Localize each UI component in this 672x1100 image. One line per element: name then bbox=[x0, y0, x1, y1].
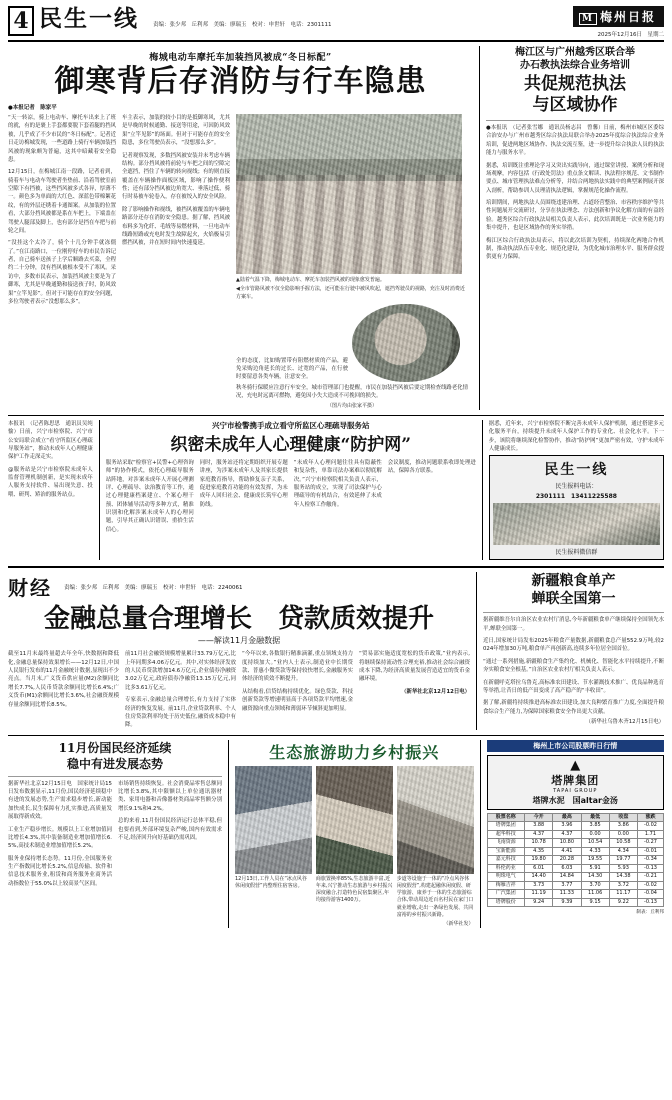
mid-para-2: 同时，服务站还将定期组织开展专题讲座，为涉案未成年人及其家长提供家庭教育指导，帮助修复亲子关系，促进家庭教育功能的有效发挥，为未成年人回归社会、健康成长筑牢心理防线。 bbox=[199, 459, 288, 508]
sponsor-logo-icon: ▲ bbox=[570, 757, 581, 773]
paper-logo bbox=[573, 6, 664, 27]
cell-close: 9.22 bbox=[609, 898, 637, 907]
finance-subhead: ——解读11月金融数据 bbox=[197, 636, 281, 646]
stock-panel bbox=[480, 740, 664, 929]
cell-close: 3.86 bbox=[609, 822, 637, 831]
cell-low: 10.54 bbox=[581, 839, 609, 848]
lead-para-5: 记者观察发现，多数挡风被安装并未考虑车辆结构。部分挡风被将前轮与车把之间的空隙完全遮挡，挡住了车辆的转向视线；有的则直接覆盖在车辆操作面板区域，影响了操作便利性；还有部分挡风被边角宽大、垂落过低，骑行时易被车轮卷入，存在被绞入的安全风险。 bbox=[122, 152, 230, 201]
right-headline-2: 与区域协作 bbox=[532, 95, 618, 115]
finance-right-story bbox=[476, 572, 664, 729]
cell-high: 4.41 bbox=[553, 847, 581, 856]
stock-col-close: 收盘 bbox=[609, 813, 637, 822]
stock-col-low: 最低 bbox=[581, 813, 609, 822]
mid-section bbox=[8, 415, 664, 561]
finance-source: （新华社北京12月12日电） bbox=[401, 688, 470, 695]
table-row bbox=[487, 839, 663, 848]
cell-low: 9.15 bbox=[581, 898, 609, 907]
masthead-right bbox=[573, 6, 664, 38]
mid-para-3: “未成年人心理问题往往具有隐蔽性和复杂性，单靠司法办案难以彻底解决。”兴宁市检察院相关负责人表示，服务站的成立，实现了司法保护与心理疏导的有机结合，有效延伸了未成年人检察工作触角。 bbox=[293, 459, 382, 508]
tourism-story bbox=[228, 740, 474, 929]
stock-col-change: 涨跌 bbox=[637, 813, 663, 822]
mid-headline: 织密未成年人心理健康“防护网” bbox=[170, 434, 412, 455]
finance-label-row bbox=[8, 572, 470, 601]
promo-subtitle: 民生报料电话： bbox=[555, 483, 598, 491]
table-row bbox=[487, 898, 663, 907]
finance-col-4 bbox=[359, 650, 470, 729]
right-kicker-1: 梅江区与广州越秀区联合举 bbox=[514, 47, 635, 58]
cell-change: -0.02 bbox=[637, 881, 663, 890]
cell-change: -0.04 bbox=[637, 890, 663, 899]
sponsor-brand-box[interactable] bbox=[487, 755, 664, 810]
cell-low: 3.70 bbox=[581, 881, 609, 890]
stock-table-note: 制表：丘利邦 bbox=[636, 910, 664, 916]
mid-para-1: 服务站采取“检察官+民警+心理咨询师”的协作模式，依托心理疏导服务站阵地，对涉案未成年人开展心理测评、心理疏导、法治教育等工作，通过心理健康档案建立、个案心理干预、团体辅导活动等多种方式，精准识别和化解涉案未成年人的心理问题，引导其正确认识错误、重拾生活信心。 bbox=[105, 459, 194, 533]
cell-change: -0.34 bbox=[637, 856, 663, 865]
stock-table-header-row bbox=[487, 813, 663, 822]
mid-left-brief bbox=[8, 420, 93, 561]
cell-open: 19.80 bbox=[525, 856, 553, 865]
date-line: 2025年12月16日 星期二 bbox=[597, 32, 664, 38]
xinjiang-para-4: 在新疆呼克塔拉乌鲁克,高标准农田建设、节水灌溉技术推广、优良品种选育等举措,让昔日的低产田变成了高产稳产的“丰收田”。 bbox=[483, 679, 664, 694]
economy-para-3: 服务业保持增长态势。11月份,全国服务业生产指数同比增长5.2%,信息传输、软件和信息技术服务业,租赁和商务服务业商务活动指数位于55.0%以上较高景气区间。 bbox=[8, 855, 112, 887]
sponsor-brand-tagline: 塔牌水泥 国altar金汤 bbox=[532, 795, 618, 805]
finance-col-2 bbox=[125, 650, 236, 729]
sponsor-brand-en: TAPAI GROUP bbox=[553, 787, 598, 794]
lead-columns bbox=[8, 114, 473, 410]
stock-col-name: 股票名称 bbox=[487, 813, 525, 822]
cell-change: -0.13 bbox=[637, 898, 663, 907]
xinjiang-para-2: 近日,国家统计局发布2025年粮食产量数据,新疆粮食总产量552.9万吨,较2024年增加30万吨,粮食单产再创新高,连续多年位居全国首位。 bbox=[483, 638, 664, 653]
lead-para-1: “天一转凉，骑上电动车、摩托车出来上了班的就，有的是裹上手套都要脱下套着腿的挡风被，几乎成了不少市民的“冬日标配”。记者近日走访梅城发现，一些道路上骑行车辆加装挡风被的现象颇为普遍，这其中暗藏着安全隐患。 bbox=[8, 115, 117, 163]
economy-headline-2: 稳中有进发展态势 bbox=[66, 756, 163, 771]
finance-para-2: 前11月社会融资规模增量累计33.79万亿元,比上年同期多4.06万亿元。其中,对实体经济发放的人民币贷款增加14.6万亿元,企业债券净融资3.02万亿元,政府债券净融资13.15万亿元,同比多3.61万亿元。 bbox=[125, 651, 236, 691]
section-title: 民生一线 bbox=[39, 5, 139, 32]
table-row bbox=[487, 873, 663, 882]
cell-open: 11.19 bbox=[525, 890, 553, 899]
lead-author: ●本报记者 陈家平 bbox=[8, 105, 57, 111]
cell-high: 4.37 bbox=[553, 830, 581, 839]
xinjiang-headline-2: 蝉联全国第一 bbox=[531, 591, 616, 608]
xinjiang-para-5: 据了解,新疆将持续推进高标准农田建设,加大良种繁育推广力度,全面提升粮食综合生产能力,为保障国家粮食安全作出更大贡献。 bbox=[483, 700, 664, 715]
table-row bbox=[487, 822, 663, 831]
right-para-3: 培训期间，两地执法人员围绕违建治理、占道经营整治、市容秩序维护等共性问题展开交流研讨，分享在执法理念、方法创新和争议化解方面的有益经验。越秀区综合行政执法局相关负责人表示，此次培训既是一次业务能力的集中提升，也是区域协作的务实举措。 bbox=[485, 200, 664, 232]
finance-section bbox=[8, 566, 664, 729]
cell-open: 4.35 bbox=[525, 847, 553, 856]
tourism-source: （新华社发） bbox=[443, 921, 474, 928]
mid-center-story bbox=[99, 420, 483, 561]
tourism-photos bbox=[235, 766, 474, 874]
finance-main bbox=[8, 572, 470, 729]
economy-headline-1: 11月份国民经济延续 bbox=[58, 740, 172, 755]
cell-high: 11.33 bbox=[553, 890, 581, 899]
cell-close: 19.77 bbox=[609, 856, 637, 865]
cell-high: 3.96 bbox=[553, 822, 581, 831]
cell-open: 3.73 bbox=[525, 881, 553, 890]
cell-close: 4.34 bbox=[609, 847, 637, 856]
cell-close: 3.72 bbox=[609, 881, 637, 890]
economy-para-5: 总的来看,11月份国民经济运行总体平稳,但也要看到,外部环境复杂严峻,国内有效需求不足,经济回升向好基础仍需巩固。 bbox=[118, 818, 222, 841]
cell-change: -0.21 bbox=[637, 873, 663, 882]
right-para-1: ●本报讯 （记者张雪娜 通讯员杨志昌 曾馨）日前，梅州市城区区委综合治安办与广州市越秀区综合执法局联合举办2025年度综合执法综合业务培训，促进两地区域协作、执法交流互鉴，进一步提升综合执法人员的执法能力与服务水平。 bbox=[485, 125, 664, 157]
lead-col-2 bbox=[122, 114, 230, 410]
hotline-promo-box[interactable] bbox=[489, 455, 664, 560]
lead-para-7: 全的态度，比如购置带有阻燃材质的产品，避免采购边角延长的过长、过宽的产品，在行驶时要留意各类车辆，注意安全。 bbox=[236, 357, 348, 381]
stock-col-high: 最高 bbox=[553, 813, 581, 822]
finance-section-title: 财经 bbox=[8, 576, 52, 601]
table-row bbox=[487, 890, 663, 899]
cell-open: 6.01 bbox=[525, 864, 553, 873]
cell-low: 0.00 bbox=[581, 830, 609, 839]
bottom-section bbox=[8, 735, 664, 929]
table-row bbox=[487, 830, 663, 839]
cell-name: 嘉元科技 bbox=[487, 856, 525, 865]
cell-low: 3.85 bbox=[581, 822, 609, 831]
tourism-caption-2: 商旅置换率85%,生态旅游丰富,近年来,兴宁推动生态旅游与乡村振兴深度融合,打造特色民宿集聚区,年均接待游客1400万。 bbox=[315, 875, 393, 904]
economy-para-1: 据新华社北京12月15日电 国家统计局15日发布数据显示,11月份,国民经济延续稳中有进的发展态势,生产需求稳步增长,新动能加快成长,民生保障有力扎实推进,高质量发展取得新成效。 bbox=[8, 780, 112, 821]
tourism-caption-3: 步道等设施于一体的“冷点风谷休闲度假营”,构建起融休闲度假、研学旅游、康养于一体的生态旅游综合体,带动周边近百名村民在家门口就业增收,走出一条绿色发展、共同富裕的乡村振兴新路。 bbox=[396, 875, 474, 918]
mid-para-5: 据悉，近年来，兴宁市检察院不断完善未成年人保护机制，通过搭建多元化服务平台，持续提升未成年人保护工作的专业化、社会化水平。下一步，该院将继续深化检警协作，推动“防护网”更加严密有效，守护未成年人健康成长。 bbox=[488, 420, 664, 452]
cell-name: 梅雁吉祥 bbox=[487, 881, 525, 890]
table-row bbox=[487, 856, 663, 865]
cell-low: 5.91 bbox=[581, 864, 609, 873]
cell-name: 宝新能源 bbox=[487, 847, 525, 856]
finance-para-5: 从结构看,信贷结构持续优化。绿色贷款、科技创新贷款等增速明显高于各项贷款平均增速,金融资源向重点领域和薄弱环节倾斜更加明显。 bbox=[242, 688, 353, 712]
finance-col-1 bbox=[8, 650, 119, 729]
right-column-story bbox=[479, 46, 664, 410]
lead-para-8: 秋冬骑行保暖应注意行车安全，城市管理部门也提醒，市民在加装挡风被后要定期检查线路老化情况，充电时远离可燃物，避免因小失大造成不可挽回的损失。 bbox=[236, 384, 468, 400]
finance-byline: 责编：张少邦 丘利邦 美编：廖瑞玉 校对：申世轩 电话：2240061 bbox=[64, 584, 243, 591]
finance-para-3: 专家表示,金融总量合理增长,有力支持了实体经济的恢复发展。前11月,企业贷款利率、个人住房贷款利率均处于历史低位,融资成本稳中有降。 bbox=[125, 697, 236, 729]
promo-footer: 民生报料微信群 bbox=[555, 549, 598, 557]
right-para-4: 梅江区综合行政执法局表示，将以此次培训为契机，持续深化两地合作机制，推动执法队伍专业化、规范化建设，为优化城市治理水平、服务群众提供更有力保障。 bbox=[485, 237, 664, 261]
finance-para-4: “今年以来,各数银行精准滴灌,重点领域支持力度持续加大。”业内人士表示,制造业中长期贷款、普惠小微贷款等保持较快增长,金融服务实体经济的质效不断提升。 bbox=[242, 651, 353, 683]
lead-photo-round bbox=[352, 304, 460, 382]
cell-name: 广汽集团 bbox=[487, 890, 525, 899]
promo-telephone: 2301111 13411225588 bbox=[535, 493, 617, 501]
finance-headline: 金融总量合理增长 贷款质效提升 bbox=[43, 604, 434, 635]
right-kicker-2: 办石教执法综合业务培训 bbox=[519, 60, 630, 71]
table-row bbox=[487, 847, 663, 856]
stock-table bbox=[487, 813, 664, 908]
cell-low: 11.06 bbox=[581, 890, 609, 899]
cell-close: 0.00 bbox=[609, 830, 637, 839]
sponsor-brand-name: 塔牌集团 bbox=[551, 773, 600, 787]
tourism-photo-3 bbox=[397, 766, 474, 874]
cell-change: -0.27 bbox=[637, 839, 663, 848]
cell-change: -0.01 bbox=[637, 847, 663, 856]
cell-name: 塔牌股份 bbox=[487, 898, 525, 907]
cell-close: 14.38 bbox=[609, 873, 637, 882]
cell-name: 超华科技 bbox=[487, 830, 525, 839]
cell-high: 3.77 bbox=[553, 881, 581, 890]
cell-low: 14.30 bbox=[581, 873, 609, 882]
lead-col-photos bbox=[236, 114, 468, 410]
cell-low: 4.33 bbox=[581, 847, 609, 856]
table-row bbox=[487, 881, 663, 890]
stock-col-open: 今开 bbox=[525, 813, 553, 822]
top-area bbox=[8, 46, 664, 410]
cell-high: 9.39 bbox=[553, 898, 581, 907]
masthead bbox=[8, 6, 664, 42]
cell-close: 10.58 bbox=[609, 839, 637, 848]
cell-high: 10.80 bbox=[553, 839, 581, 848]
cell-name: 科伦药业 bbox=[487, 864, 525, 873]
cell-open: 3.88 bbox=[525, 822, 553, 831]
xinjiang-source: （新华社乌鲁木齐12月15日电） bbox=[585, 719, 664, 725]
lead-photo-main bbox=[236, 114, 462, 274]
stock-panel-title: 梅州上市公司股票昨日行情 bbox=[487, 740, 664, 752]
mid-kicker: 兴宁市检警携手成立看守所监区心理疏导服务站 bbox=[212, 420, 370, 430]
cell-open: 10.78 bbox=[525, 839, 553, 848]
xinjiang-para-3: “通过一系列措施,新疆粮食生产集约化、机械化、智能化水平持续提升,不断夯实粮食安全根基。”自治区农业农村厅相关负责人表示。 bbox=[483, 658, 664, 674]
page-number: 4 bbox=[8, 6, 34, 36]
mid-right-promo bbox=[483, 420, 664, 561]
cell-name: 飞南资源 bbox=[487, 839, 525, 848]
tourism-photo-2 bbox=[316, 766, 393, 874]
paper-mark-icon: M bbox=[579, 13, 597, 25]
lead-photo-credit: （图片均由张家平摄） bbox=[326, 402, 377, 409]
paper-name: 梅州日报 bbox=[599, 10, 656, 24]
cell-close: 11.17 bbox=[609, 890, 637, 899]
finance-col-3 bbox=[242, 650, 353, 729]
section-byline: 责编：张少邦 丘利邦 美编：廖瑞玉 校对：申世轩 电话：2301111 bbox=[153, 22, 332, 28]
cell-open: 9.24 bbox=[525, 898, 553, 907]
lead-photo-caption-2: ◀全市管路风被不仅全隐影响手握方法，还可能在行驶中被风吹起，遮挡驾驶员的视路，充注及时消费近方案车。 bbox=[236, 286, 465, 300]
cell-change: -0.13 bbox=[637, 864, 663, 873]
cell-open: 4.37 bbox=[525, 830, 553, 839]
lead-photo-caption-1: ▲陆着气温下降，梅城电动车、摩托车加装挡风被的现象愈发普遍。 bbox=[236, 277, 385, 283]
cell-high: 20.28 bbox=[553, 856, 581, 865]
promo-photo bbox=[493, 503, 660, 545]
finance-para-6: “贸易部实施适度宽松的货币政策,”业内表示,将继续保持流动性合理充裕,推动社会综合融资成本下降,为经济高质量发展营造适宜的货币金融环境。 bbox=[359, 651, 470, 683]
cell-close: 5.93 bbox=[609, 864, 637, 873]
lead-kicker: 梅城电动车摩托车加装挡风被成“冬日标配” bbox=[149, 53, 332, 63]
lead-para-4: 车主表示，加装的较小目的是抵御寒风，尤其是早晚的时候通勤、接送等用途，可因防风效果“立竿见影”的场面。但对于可能存在的安全隐患，多位驾驶员表示，“没想那么多”。 bbox=[122, 115, 231, 147]
tourism-caption-1: 12月13日,工作人员在“冰点风谷休闲度假营”内整理住宿客房。 bbox=[235, 875, 307, 889]
cell-high: 14.84 bbox=[553, 873, 581, 882]
lead-col-1 bbox=[8, 114, 116, 410]
economy-para-4: 市场销售持续恢复。社会消费品零售总额同比增长3.8%,其中限额以上单位通讯器材类、家用电器和音像器材类商品零售额分别增长9.1%和4.2%。 bbox=[118, 780, 222, 812]
cell-low: 19.55 bbox=[581, 856, 609, 865]
finance-columns bbox=[8, 650, 470, 729]
mid-brief-1: 本报讯 （记者陈思思 通讯员吴纯愉）日前，兴宁市检察院、兴宁市公安局联合成立“看守所监区心理疏导服务站”，推动未成年人心理健康保护工作走深走实。 bbox=[8, 420, 93, 461]
tourism-headline: 生态旅游助力乡村振兴 bbox=[269, 742, 440, 762]
cell-name: 明珠电气 bbox=[487, 873, 525, 882]
cell-change: -0.02 bbox=[637, 822, 663, 831]
lead-para-2: 12月15日，在梅城江南一段路，记者看到，骑着车与电动车驾驶者坐垫前、沿着驾驶室前空隙下有挡被，这些挡风被多式各异，厚薄不一。颜色多为单面的大红色、深蓝色带棉絮花纹，有的外层还绣着卡通图案。从加装的位置看，大部分挡风被都是系在车把上，下端盖在驾驶人腿部及脚上，也有部分是挡在车把与前轮之间。 bbox=[8, 169, 116, 234]
cell-change: 1.71 bbox=[637, 830, 663, 839]
lead-story bbox=[8, 46, 473, 410]
mid-para-4: 会议制度，推动问题联系收即处理进站，保障各方联系。 bbox=[387, 459, 476, 475]
lead-para-3: “没挂这个太冷了，骑个十几分钟手就冻僵了。”在江南路口，一位刚停好车的市民告诉记者，自己骑车送孩子上学后顺路去买菜，全程约二十分钟，没有挡风被根本受不了寒风。采访中，多数市民表示，加装挡风被主要是为了御寒，尤其是早晚通勤和接送孩子时，防风效果“立竿见影”。但对于可能存在的安全问题，多位驾驶者表示“没想那么多”。 bbox=[8, 240, 117, 305]
economy-para-2: 工业生产稳步增长。规模以上工业增加值同比增长4.3%,其中装备制造业增加值增长6.5%,高技术制造业增加值增长5.2%。 bbox=[8, 826, 112, 850]
xinjiang-para-1: 据新疆维吾尔自治区农业农村厅消息,今年新疆粮食单产继续保持全国领先水平,蝉联全国第一。 bbox=[483, 617, 664, 632]
cell-high: 6.03 bbox=[553, 864, 581, 873]
tourism-photo-1 bbox=[235, 766, 312, 874]
xinjiang-headline-1: 新疆粮食单产 bbox=[531, 573, 616, 590]
promo-title: 民生一线 bbox=[544, 462, 609, 479]
right-para-2: 据悉，培训既注重理论学习又突出实践导向，通过课堂讲授、案例分析和现场观摩，内容包括《行政处罚法》重点条文解读、执法程序规范、文书制作要点、城市管理执法难点分析等，并结合两地执法实践中的典型案例展开深入剖析，帮助参训人员理清执法逻辑，掌握规范化操作流程。 bbox=[485, 162, 664, 194]
cell-name: 塔牌集团 bbox=[487, 822, 525, 831]
table-row bbox=[487, 864, 663, 873]
lead-para-6: 除了影响操作和视线，被挡风被覆盖的车辆电路部分还存在消防安全隐患。据了解，挡风被布料多为化纤、毛绒等易燃材料，一旦电动车线路短路或充电时发生故障起火，火焰极易引燃挡风被，并在短时间内快速蔓延。 bbox=[122, 206, 230, 247]
lead-headline: 御寒背后存消防与行车隐患 bbox=[54, 64, 427, 99]
right-headline-1: 共促规范执法 bbox=[523, 74, 626, 94]
finance-para-1: 截至11月末最终量超去年全年,快数据和降低化,金融总量保持效果增长——12月12日,中国人民银行发布的11月金融统计数据,显现出不少亮点。当月末,广义货币供应量(M2)余额同比增长7.7%,人民币贷款余额同比增长6.4%;广义货币(M1)余额同比增长3.6%,社会融资规模存量余额同比增长8.5%。 bbox=[8, 651, 119, 708]
mid-brief-2: @服务站是兴宁市检察院未成年人监督管理机制创新，是实现未成年人服务支持软件、易出现失意、投喂、研判、矫治的服务站点。 bbox=[8, 466, 93, 498]
economy-story bbox=[8, 740, 222, 929]
cell-open: 14.40 bbox=[525, 873, 553, 882]
